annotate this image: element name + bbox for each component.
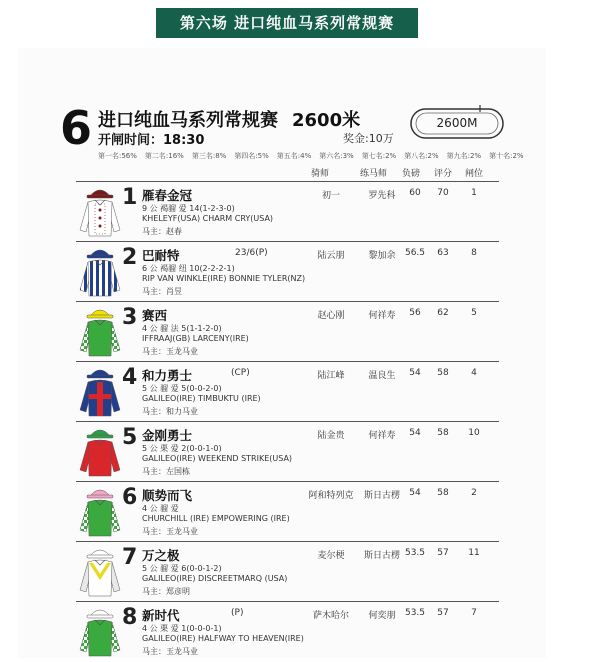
horse-row (76, 241, 499, 302)
prize-split-item: 第五名:4% (276, 152, 312, 160)
horse-number: 6 (122, 485, 138, 510)
gate-value: 1 (471, 188, 477, 198)
horse-owner: 马主：肖昱 (142, 287, 182, 296)
horse-row (76, 481, 499, 542)
horse-pedigree: GALILEO(IRE) HALFWAY TO HEAVEN(IRE) (142, 634, 304, 643)
jockey-silks-icon (78, 304, 122, 358)
horse-pedigree: RIP VAN WINKLE(IRE) BONNIE TYLER(NZ) (142, 274, 306, 283)
horse-info: 4 公 栗 爱 1(0-0-0-1) (142, 624, 222, 633)
horse-pedigree: IFFRAAJ(GB) LARCENY(IRE) (142, 334, 249, 343)
prize-split-item: 第一名:56% (98, 152, 137, 160)
prize-split-item: 第十名:2% (489, 152, 524, 160)
horse-pedigree: GALILEO(IRE) TIMBUKTU (IRE) (142, 394, 261, 403)
equipment-note: (P) (231, 608, 244, 618)
trainer-name: 黎加余 (368, 251, 396, 261)
horse-row (76, 361, 499, 422)
trainer-name: 何祥寿 (368, 431, 396, 441)
jockey-name: 阿和特列克 (308, 491, 354, 501)
horse-info: 4 公 骝 爱 (142, 504, 179, 513)
horse-owner: 马主：玉龙马业 (142, 347, 198, 356)
col-weight: 负磅 (402, 169, 421, 179)
horse-owner: 马主：赵春 (142, 227, 182, 236)
rating-value: 58 (437, 428, 449, 438)
horse-pedigree: GALILEO(IRE) DISCREETMARQ (USA) (142, 574, 288, 583)
horse-info: 5 公 骝 爱 6(0-0-1-2) (142, 564, 222, 573)
horse-number: 1 (122, 185, 138, 210)
horse-pedigree: GALILEO(IRE) WEEKEND STRIKE(USA) (142, 454, 293, 463)
jockey-name: 麦尔梗 (317, 551, 345, 561)
trainer-name: 何奕朋 (368, 611, 396, 621)
track-diagram (408, 104, 506, 142)
col-rating: 评分 (434, 169, 453, 179)
jockey-silks-icon (78, 544, 122, 598)
horse-info: 9 公 褐骝 爱 14(1-2-3-0) (142, 204, 235, 213)
prize-split-item: 第八名:2% (404, 152, 439, 160)
prize-split-item: 第六名:3% (319, 152, 354, 160)
prize-split-item: 第三名:8% (191, 152, 227, 160)
horse-row (76, 301, 499, 362)
rating-value: 57 (437, 608, 449, 618)
horse-info: 4 公 骝 法 5(1-1-2-0) (142, 324, 222, 333)
trainer-name: 罗先科 (368, 191, 396, 201)
weight-value: 56.5 (404, 248, 426, 258)
gate-value: 4 (471, 368, 477, 378)
col-gate: 闸位 (465, 169, 484, 179)
horse-number: 8 (122, 605, 138, 630)
horse-row (76, 541, 499, 602)
rating-value: 70 (437, 188, 449, 198)
equipment-note: 23/6(P) (235, 248, 268, 258)
weight-value: 53.5 (404, 548, 426, 558)
jockey-name: 陆云朋 (317, 251, 345, 261)
jockey-name: 陆金贵 (317, 431, 345, 441)
jockey-name: 赵心刚 (317, 311, 345, 321)
weight-value: 60 (409, 188, 421, 198)
horse-info: 5 公 栗 爱 2(0-0-1-0) (142, 444, 222, 453)
col-jockey: 骑师 (311, 169, 330, 179)
rating-value: 62 (437, 308, 449, 318)
horse-owner: 马主：左国栋 (142, 467, 190, 476)
jockey-silks-icon (78, 424, 122, 478)
horse-owner: 马主：玉龙马业 (142, 647, 198, 656)
horse-info: 5 公 骝 爱 5(0-0-2-0) (142, 384, 222, 393)
jockey-silks-icon (78, 484, 122, 538)
horse-row (76, 421, 499, 482)
horse-name: 万之极 (142, 548, 180, 563)
horse-pedigree: KHELEYF(USA) CHARM CRY(USA) (142, 214, 274, 223)
horse-row (76, 601, 499, 662)
rating-value: 57 (437, 548, 449, 558)
horse-name: 和力勇士 (142, 368, 193, 383)
prize-money: 奖金:10万 (343, 132, 394, 145)
horse-row (76, 181, 499, 242)
equipment-note: (CP) (231, 368, 250, 378)
weight-value: 54 (409, 428, 421, 438)
gate-value: 10 (468, 428, 480, 438)
horse-number: 7 (122, 545, 138, 570)
gate-value: 5 (471, 308, 477, 318)
horse-name: 巴耐特 (142, 248, 180, 263)
prize-split-item: 第二名:16% (144, 152, 184, 160)
horse-name: 赛西 (142, 308, 168, 323)
jockey-name: 初一 (321, 191, 340, 201)
jockey-silks-icon (78, 184, 122, 238)
horse-name: 雁春金冠 (142, 188, 193, 203)
prize-split-item: 第七名:2% (361, 152, 397, 160)
jockey-silks-icon (78, 604, 122, 658)
horse-pedigree: CHURCHILL (IRE) EMPOWERING (IRE) (142, 514, 290, 523)
trainer-name: 何祥寿 (368, 311, 396, 321)
horse-name: 顺势而飞 (142, 488, 193, 503)
gate-value: 7 (471, 608, 477, 618)
horse-number: 5 (122, 425, 138, 450)
rating-value: 58 (437, 488, 449, 498)
prize-split-item: 第九名:2% (446, 152, 482, 160)
horse-owner: 马主：玉龙马业 (142, 527, 198, 536)
weight-value: 54 (409, 368, 421, 378)
start-time: 开闸时间：18:30 (98, 133, 205, 148)
rating-value: 63 (437, 248, 449, 258)
horse-name: 新时代 (142, 608, 180, 623)
horse-owner: 马主：和力马业 (142, 407, 198, 416)
horse-owner: 马主：郑彦明 (142, 587, 190, 596)
jockey-silks-icon (78, 244, 122, 298)
gate-value: 2 (471, 488, 477, 498)
race-distance: 2600米 (292, 110, 361, 131)
track-distance-label: 2600M (436, 116, 478, 130)
weight-value: 54 (409, 488, 421, 498)
race-title-text: 进口纯血马系列常规赛 (98, 110, 278, 131)
horse-number: 2 (122, 245, 138, 270)
rating-value: 58 (437, 368, 449, 378)
trainer-name: 温良生 (368, 371, 396, 381)
jockey-name: 陆江峰 (317, 371, 345, 381)
trainer-name: 斯日古楞 (363, 551, 400, 561)
horse-info: 6 公 褐骝 纽 10(2-2-2-1) (142, 264, 235, 273)
horse-name: 金刚勇士 (142, 428, 193, 443)
gate-value: 11 (468, 548, 480, 558)
trainer-name: 斯日古楞 (363, 491, 400, 501)
gate-value: 8 (471, 248, 477, 258)
jockey-silks-icon (78, 364, 122, 418)
horse-number: 3 (122, 305, 138, 330)
prize-split-item: 第四名:5% (234, 152, 269, 160)
horse-number: 4 (122, 365, 138, 390)
race-number: 6 (60, 101, 93, 155)
weight-value: 56 (409, 308, 421, 318)
race-banner: 第六场 进口纯血马系列常规赛 (156, 8, 418, 38)
col-trainer: 练马师 (360, 169, 388, 179)
jockey-name: 萨木哈尔 (312, 611, 349, 621)
prize-split (98, 151, 524, 161)
weight-value: 53.5 (404, 608, 426, 618)
